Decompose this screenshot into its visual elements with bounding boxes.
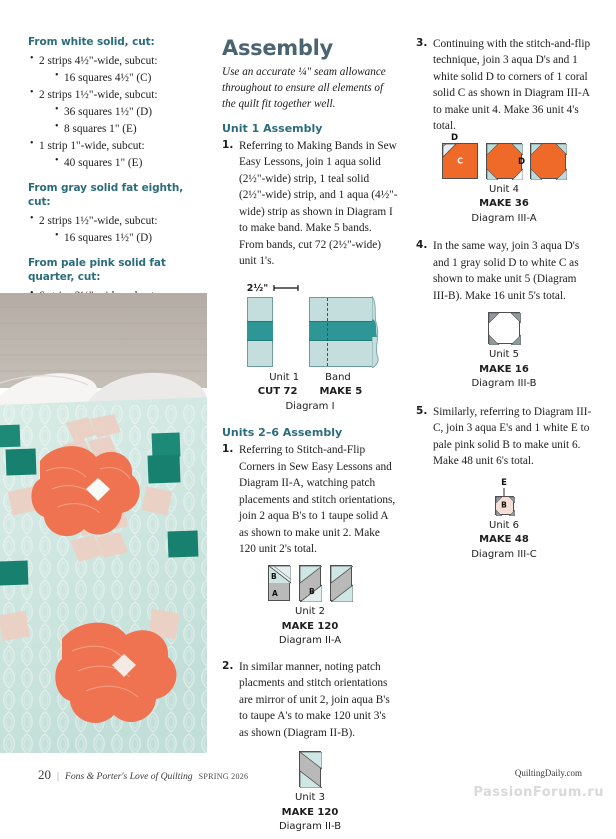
assembly-column xyxy=(222,36,398,839)
step-text: Referring to Making Bands in Sew Easy Lessons, join 1 aqua solid (2½"-wide) strip, 1 teal solid (2½"-wide) strip, and 1 aqua (4½"-wide) strip as shown in Diagram I to make band. Make 5 bands. From bands, cut 72 (2½"-wide) unit 1's. xyxy=(239,139,398,268)
unit1-steps xyxy=(222,138,398,270)
step-item xyxy=(222,659,398,741)
list-item xyxy=(28,213,204,246)
dimension-arrow-icon xyxy=(272,285,300,291)
band-label: Band xyxy=(325,371,351,383)
page-footer xyxy=(0,767,616,800)
list-item: • 40 squares 1" (E) xyxy=(53,155,204,171)
step-item xyxy=(416,404,592,470)
unit6-steps xyxy=(416,404,592,470)
list-item xyxy=(28,53,204,86)
units26-steps xyxy=(222,442,398,557)
step-text: Continuing with the stitch-and-flip technique, join 3 aqua D's and 1 white solid D to corners of 1 coral solid C as shown in Diagram III-A to make unit 4. Make 36 unit 4's total. xyxy=(433,38,591,133)
unit1-strip-shape xyxy=(247,297,273,367)
step-text: Similarly, referring to Diagram III-C, join 3 aqua E's and 1 white E to pale pink solid B to make unit 6. Make 48 unit 6's total. xyxy=(433,405,592,468)
diagram-2a xyxy=(222,565,398,649)
section-heading-white-solid: From white solid, cut: xyxy=(28,36,155,48)
patch-label-b: B xyxy=(501,500,507,510)
band-shape xyxy=(309,297,373,367)
watermark: PassionForum.ru xyxy=(473,785,604,800)
unit2-label: Unit 2 xyxy=(295,606,325,618)
section-heading-gray-solid: From gray solid fat eighth, cut: xyxy=(28,182,184,208)
patch-label-d-top: D xyxy=(451,132,459,143)
cut-line: 1 strip 1"-wide, subcut: xyxy=(39,140,145,153)
unit3-make-count: MAKE 120 xyxy=(281,806,339,818)
unit6-finished-shape xyxy=(495,496,514,515)
diagram-3a-title: Diagram III-A xyxy=(471,212,537,224)
step-item xyxy=(416,238,592,304)
step-number: 2. xyxy=(222,659,234,672)
issue-date: SPRING 2026 xyxy=(198,772,249,781)
list-item: • 16 squares 1½" (D) xyxy=(53,230,204,246)
patch-label-b2: B xyxy=(309,587,315,597)
unit2-step1-shape xyxy=(268,565,290,601)
dimension-label: 2½" xyxy=(246,282,269,294)
magazine-title: Fons & Porter's Love of Quilting xyxy=(65,771,193,782)
section-heading-pale-pink: From pale pink solid fat quarter, cut: xyxy=(28,256,166,283)
patch-label-d-mid: D xyxy=(518,156,526,167)
step-item xyxy=(222,138,398,270)
unit3-steps xyxy=(222,659,398,741)
list-item: • 16 squares 4½" (C) xyxy=(53,70,204,86)
diagram-1 xyxy=(222,278,398,415)
footer-website[interactable]: QuiltingDaily.com xyxy=(514,768,582,778)
unit4-finished-shape xyxy=(530,143,566,179)
teal-band-segment xyxy=(247,321,273,341)
teal-band-segment xyxy=(309,321,373,341)
cutting-section-gray xyxy=(28,182,204,246)
cutting-section-white xyxy=(28,36,204,171)
band-make-count: MAKE 5 xyxy=(319,386,363,398)
step-item xyxy=(222,442,398,557)
step-item xyxy=(416,36,592,135)
diagram-3b xyxy=(416,312,592,392)
unit6-label: Unit 6 xyxy=(489,519,519,531)
unit4-label: Unit 4 xyxy=(489,183,519,195)
finished-unit-icon xyxy=(531,144,567,180)
patch-label-c: C xyxy=(457,156,463,166)
unit2-make-count: MAKE 120 xyxy=(281,620,339,632)
step-number: 5. xyxy=(416,404,428,417)
unit4-steps xyxy=(416,36,592,135)
list-item: • 8 squares 1" (E) xyxy=(53,121,204,137)
unit5-label: Unit 5 xyxy=(489,349,519,361)
units-4-6-column xyxy=(416,36,592,566)
cut-list-white xyxy=(28,53,204,171)
unit4-step1-shape xyxy=(442,132,478,179)
diagram-3c-caption xyxy=(416,519,592,563)
diagram-2a-title: Diagram II-A xyxy=(278,635,342,647)
diagram-3b-title: Diagram III-B xyxy=(471,378,537,390)
cut-list-gray xyxy=(28,213,204,246)
diagram-2a-caption xyxy=(222,605,398,649)
step-number: 1. xyxy=(222,443,234,456)
quilt-photograph xyxy=(0,293,207,753)
diagram-3b-caption xyxy=(416,348,592,392)
unit5-make-count: MAKE 16 xyxy=(479,363,529,375)
cut-line: 2 strips 1½"-wide, subcut: xyxy=(39,214,158,227)
unit3-label: Unit 3 xyxy=(295,792,325,804)
diagram-3a xyxy=(416,132,592,227)
subheading-unit1-assembly: Unit 1 Assembly xyxy=(222,121,323,135)
diagram-3c xyxy=(416,478,592,563)
finished-unit-icon xyxy=(489,313,521,345)
leader-line-icon xyxy=(501,488,507,496)
unit2-finished-shape xyxy=(330,565,352,601)
unit5-steps xyxy=(416,238,592,304)
patch-label-a: A xyxy=(272,589,278,599)
cut-line-dashed xyxy=(327,298,328,366)
step-text: In the same way, join 3 aqua D's and 1 gray solid D to white C as shown to make unit 5 (Diagram III-B). Make 16 unit 5's total. xyxy=(433,240,580,302)
list-item xyxy=(28,138,204,171)
diagram-1-caption xyxy=(222,371,398,415)
list-item xyxy=(28,87,204,137)
step-number: 3. xyxy=(416,37,428,49)
diagram-3c-title: Diagram III-C xyxy=(471,548,537,560)
footer-divider: | xyxy=(57,771,60,782)
step-text: Referring to Stitch-and-Flip Corners in Sew Easy Lessons and Diagram II-A, watching patch placements and stitch orientations, join 2 aqua B's to 1 taupe solid A as shown to make unit 2. Make 120 unit 2's total. xyxy=(239,444,396,555)
flip-corner-icon xyxy=(300,566,322,602)
diagram-2b-title: Diagram II-B xyxy=(278,821,342,833)
cut-line: 2 strips 4½"-wide, subcut: xyxy=(39,54,158,67)
patch-label-e: E xyxy=(501,477,507,488)
diagram-1-title: Diagram I xyxy=(285,400,335,412)
quilt-photo-illustration xyxy=(0,293,207,753)
page-title: Assembly xyxy=(222,36,333,60)
unit4-make-count: MAKE 36 xyxy=(479,198,529,210)
finished-unit-icon xyxy=(331,566,353,602)
unit6-make-count: MAKE 48 xyxy=(479,534,529,546)
torn-edge-icon xyxy=(372,296,380,368)
assembly-intro: Use an accurate ¼" seam allowance throughout to ensure all elements of the quilt fit together well. xyxy=(222,66,386,111)
unit1-cut-count: CUT 72 xyxy=(257,386,298,398)
subheading-units-2-6: Units 2–6 Assembly xyxy=(222,426,343,440)
patch-label-b: B xyxy=(271,572,277,582)
cutting-instructions-column xyxy=(28,36,204,322)
unit1-label: Unit 1 xyxy=(269,371,300,383)
unit2-step2-shape xyxy=(299,565,321,601)
diagram-3a-caption xyxy=(416,183,592,227)
cut-line: 2 strips 1½"-wide, subcut: xyxy=(39,88,158,101)
page-number: 20 xyxy=(38,767,51,782)
step-number: 1. xyxy=(222,138,234,151)
footer-left xyxy=(38,767,248,783)
step-number: 4. xyxy=(416,239,428,252)
unit4-step2-shape xyxy=(486,143,526,179)
list-item: • 36 squares 1½" (D) xyxy=(53,104,204,120)
step-text: In similar manner, noting patch placments and stitch orientations are mirror of unit 2, join aqua B's to taupe A's to make 120 unit 3's as shown (Diagram II-B). xyxy=(239,660,390,739)
unit5-finished-shape xyxy=(488,312,520,344)
